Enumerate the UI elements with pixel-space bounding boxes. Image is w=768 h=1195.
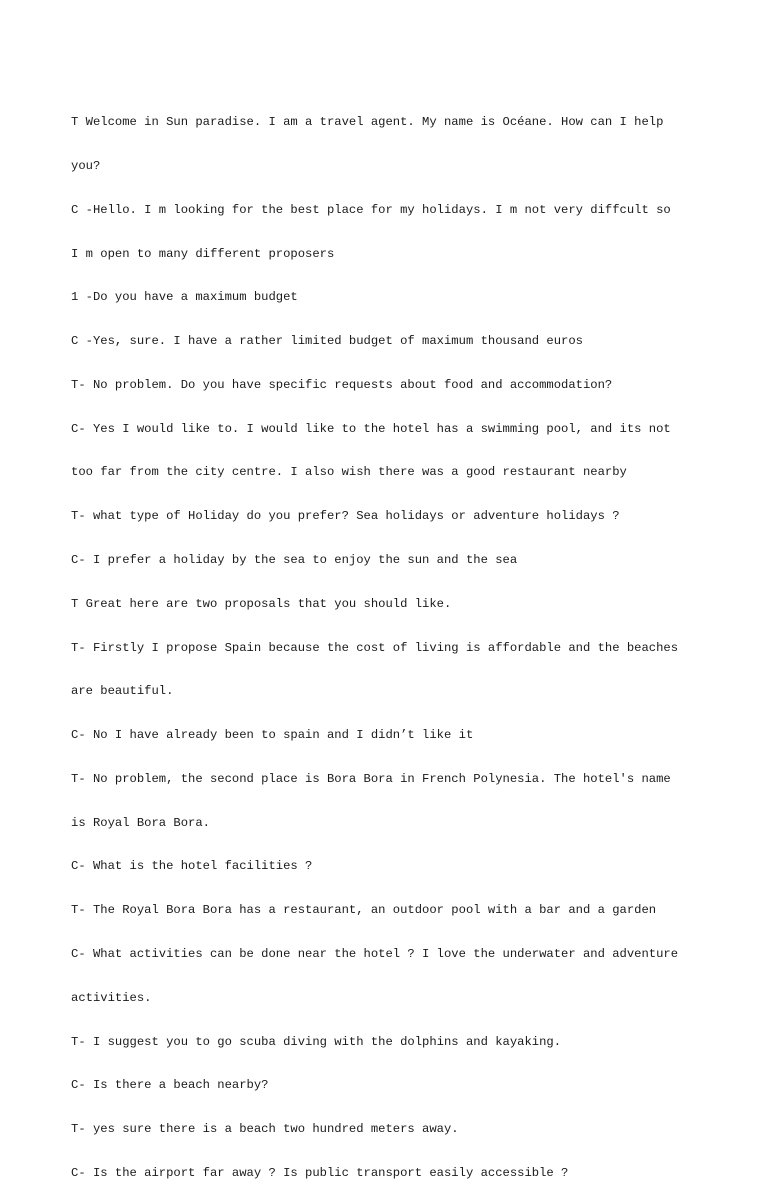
- dialogue-line: C- No I have already been to spain and I didn’t like it: [71, 728, 474, 743]
- dialogue-line: I m open to many different proposers: [71, 246, 335, 261]
- dialogue-line: T- No problem, the second place is Bora Bora in French Polynesia. The hotel's name: [71, 771, 671, 786]
- document-body: [71, 86, 721, 1195]
- dialogue-line: C- What is the hotel facilities ?: [71, 859, 313, 874]
- dialogue-line: T- I suggest you to go scuba diving with the dolphins and kayaking.: [71, 1034, 562, 1049]
- dialogue-line: is Royal Bora Bora.: [71, 815, 210, 830]
- dialogue-line: T- yes sure there is a beach two hundred meters away.: [71, 1122, 459, 1137]
- dialogue-line: activities.: [71, 990, 152, 1005]
- dialogue-line: C- What activities can be done near the hotel ? I love the underwater and adventure: [71, 947, 679, 962]
- dialogue-line: C- I prefer a holiday by the sea to enjoy the sun and the sea: [71, 553, 518, 567]
- dialogue-line: T- what type of Holiday do you prefer? Sea holidays or adventure holidays ?: [71, 509, 620, 524]
- dialogue-line: 1 -Do you have a maximum budget: [71, 290, 298, 305]
- dialogue-line: T- Firstly I propose Spain because the cost of living is affordable and the beaches: [71, 640, 679, 655]
- dialogue-line: T Welcome in Sun paradise. I am a travel agent. My name is Océane. How can I help: [71, 115, 664, 130]
- dialogue-line: T- No problem. Do you have specific requests about food and accommodation?: [71, 377, 613, 392]
- dialogue-line: T- The Royal Bora Bora has a restaurant, an outdoor pool with a bar and a garden: [71, 903, 657, 918]
- dialogue-line: C- Yes I would like to. I would like to the hotel has a swimming pool, and its not: [71, 421, 671, 436]
- dialogue-line: C -Yes, sure. I have a rather limited budget of maximum thousand euros: [71, 334, 583, 349]
- dialogue-line: C- Is there a beach nearby?: [71, 1078, 269, 1093]
- dialogue-line: T Great here are two proposals that you should like.: [71, 596, 452, 611]
- dialogue-line: you?: [71, 158, 101, 173]
- dialogue-line: C -Hello. I m looking for the best place for my holidays. I m not very diffcult so: [71, 202, 671, 217]
- dialogue-line: C- Is the airport far away ? Is public transport easily accessible ?: [71, 1165, 569, 1180]
- dialogue-line: too far from the city centre. I also wish there was a good restaurant nearby: [71, 465, 627, 480]
- dialogue-line: are beautiful.: [71, 684, 174, 699]
